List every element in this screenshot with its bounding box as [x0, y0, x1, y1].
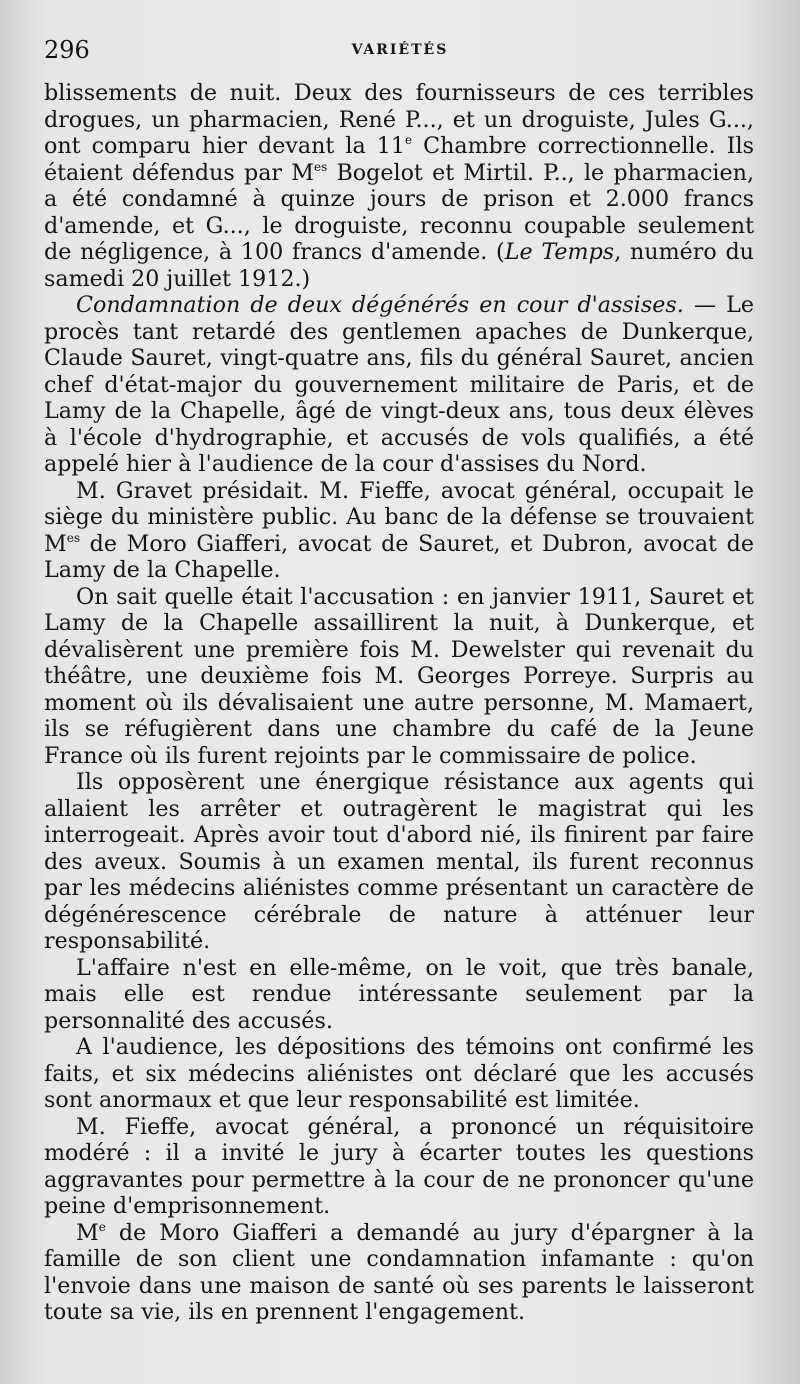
paragraph: [44, 80, 754, 292]
paragraph: [44, 478, 754, 584]
text-run: de Moro Giafferi, avocat de Sauret, et Dubron, avocat de Lamy de la Chapelle.: [44, 530, 754, 583]
paragraph: [44, 955, 754, 1035]
page-number: 296: [44, 36, 90, 64]
text-run: Ils opposèrent une énergique résistance aux agents qui allaient les arrêter et outragèrent le magistrat qui les interrogeait. Après avoir tout d'abord nié, ils finirent par faire des aveux. Soumis à un examen mental, ils furent reconnus par les médecins aliénistes comme présentant un caractère de dégénérescence cérébrale de nature à atténuer leur responsabilité.: [44, 769, 754, 954]
superscript-text: es: [66, 530, 80, 545]
text-run: — Le procès tant retardé des gentlemen apaches de Dunkerque, Claude Sauret, vingt-quatre ans, fils du général Sauret, ancien chef d'état-major du gouvernement militaire de Paris, et de Lamy de la Chapelle, âgé de vingt-deux ans, tous deux élèves à l'école d'hydrographie, et accusés de vols qualifiés, a été appelé hier à l'audience de la cour d'assises du Nord.: [44, 292, 754, 477]
page-header: [44, 36, 756, 70]
text-run: , numéro du samedi 20 juillet 1912.): [44, 239, 754, 292]
superscript-text: e: [98, 1219, 106, 1234]
superscript-text: es: [313, 159, 328, 174]
text-run: M. Fieffe, avocat général, a prononcé un réquisitoire modéré : il a invité le jury à écarter toutes les questions aggravantes pour permettre à la cour de ne prononcer qu'une peine d'emprisonnement.: [44, 1113, 754, 1219]
paragraph: [44, 769, 754, 955]
paragraph: [44, 584, 754, 770]
superscript-text: e: [404, 133, 413, 147]
paragraph: [44, 292, 754, 478]
paragraph: [44, 1114, 754, 1220]
text-run: A l'audience, les dépositions des témoins ont confirmé les faits, et six médecins aliénistes ont déclaré que les accusés sont anormaux et que leur responsabilité est limitée.: [44, 1034, 754, 1113]
text-run: On sait quelle était l'accusation : en janvier 1911, Sauret et Lamy de la Chapelle assaillirent la nuit, à Dunkerque, et dévalisèrent une première fois M. Dewelster qui revenait du théâtre, une deuxième fois M. Georges Porreye. Surpris au moment où ils dévalisaient une autre personne, M. Mamaert, ils se réfugièrent dans une chambre du café de la Jeune France où ils furent rejoints par le commissaire de police.: [44, 583, 754, 769]
text-run: M. Gravet présidait. M. Fieffe, avocat général, occupait le siège du ministère public. Au banc de la défense se trouvaient M: [44, 477, 754, 557]
body-text: [44, 80, 754, 1326]
paragraph: [44, 1220, 754, 1326]
text-run: Bogelot et Mirtil. P.., le pharmacien, a été condamné à quinze jours de prison et 2.000 francs d'amende, et G..., le droguiste, reconnu coupable seulement de négligence, à 100 francs d'amende. (: [44, 159, 754, 265]
italic-text: Condamnation de deux dégénérés en cour d'assises.: [76, 292, 684, 318]
text-run: blissements de nuit. Deux des fournisseurs de ces terribles drogues, un pharmacien, René P..., et un droguiste, Jules G..., ont comparu hier devant la 11: [44, 80, 754, 159]
paragraph: [44, 1034, 754, 1114]
text-run: Chambre correctionnelle. Ils étaient défendus par M: [44, 133, 754, 186]
text-run: L'affaire n'est en elle-même, on le voit, que très banale, mais elle est rendue intéressante seulement par la personnalité des accusés.: [44, 954, 754, 1034]
running-head: VARIÉTÉS: [351, 42, 449, 58]
text-run: M: [76, 1219, 99, 1246]
text-run: de Moro Giafferi a demandé au jury d'épargner à la famille de son client une condamnation infamante : qu'on l'envoie dans une maison de santé où ses parents le laisseront toute sa vie, ils en prennent l'engagement.: [44, 1219, 754, 1325]
italic-text: Le Temps: [504, 239, 615, 265]
